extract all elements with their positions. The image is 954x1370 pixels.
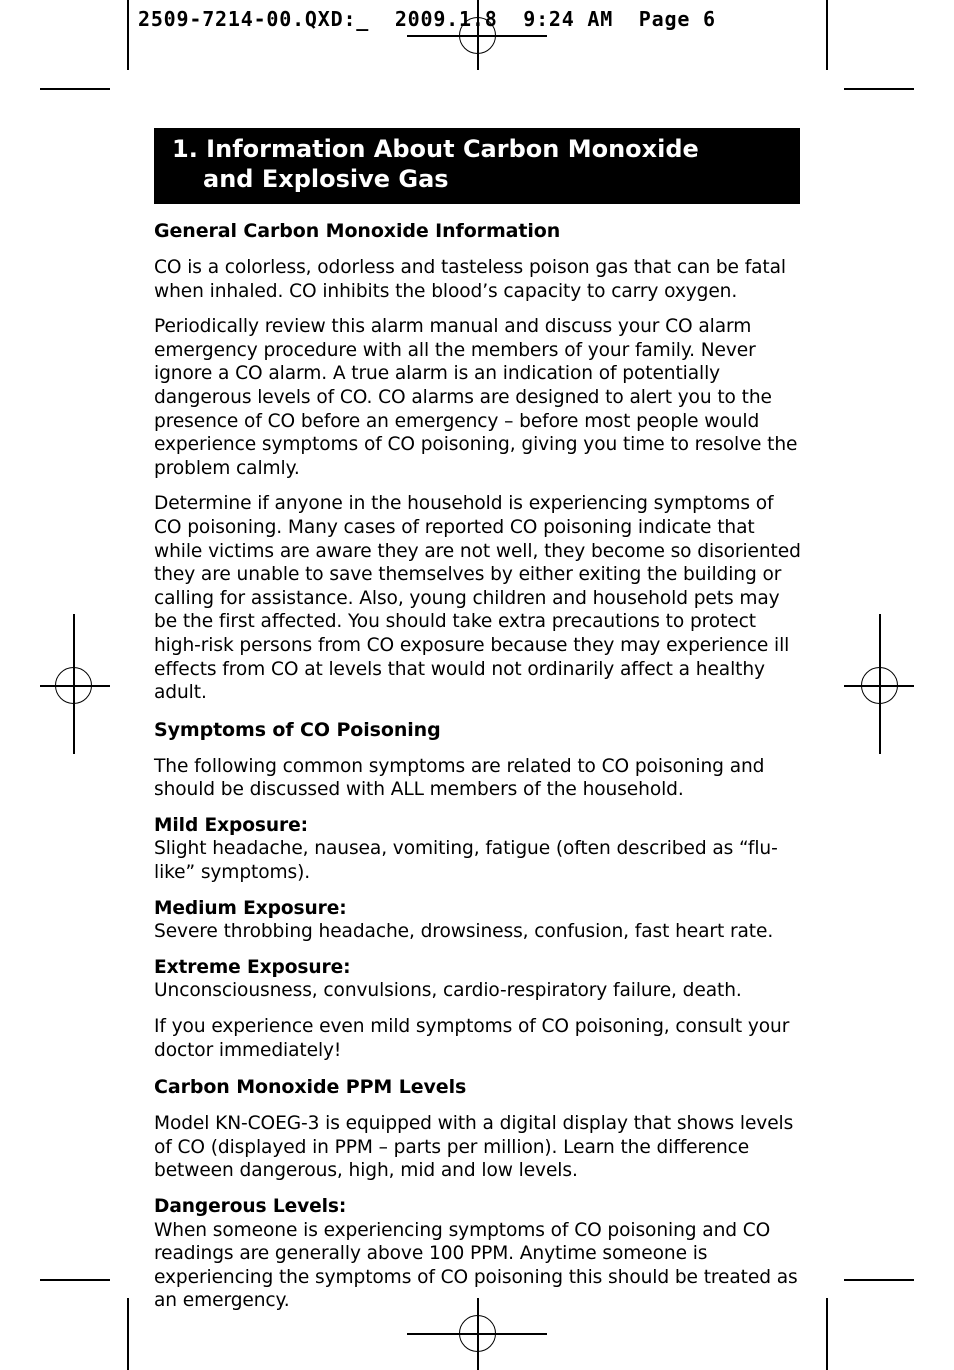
crop-mark-bottom-left-v: [127, 1298, 129, 1370]
symptoms-advice: If you experience even mild symptoms of CO poisoning, consult your doctor immediately!: [154, 1016, 790, 1061]
extreme-exposure-label: Extreme Exposure:: [154, 956, 351, 978]
symptoms-intro: The following common symptoms are related to CO poisoning and should be discussed with ALL members of the household.: [154, 755, 765, 801]
general-heading: General Carbon Monoxide Information: [154, 220, 561, 242]
ppm-heading: Carbon Monoxide PPM Levels: [154, 1076, 467, 1099]
print-slug-header: 2509-7214-00.QXD:_ 2009.1.8 9:24 AM Page 6: [138, 7, 716, 31]
medium-exposure-block: [154, 897, 802, 944]
mild-exposure-block: [154, 814, 802, 885]
registration-right-circle: [861, 667, 898, 704]
extreme-exposure-block: [154, 956, 802, 1003]
dangerous-levels-label: Dangerous Levels:: [154, 1196, 347, 1217]
page-content: [154, 218, 802, 1325]
crop-mark-bottom-right-h: [844, 1279, 914, 1281]
dangerous-levels-text: When someone is experiencing symptoms of CO poisoning and CO readings are generally above 100 PPM. Anytime someone is experiencing the symptoms of CO poisoning this should be treated as an emergency.: [154, 1219, 798, 1312]
crop-mark-top-left-h: [40, 88, 110, 90]
crop-mark-bottom-right-v: [826, 1298, 828, 1370]
section-title-bar: [154, 128, 800, 204]
mild-exposure-text: Slight headache, nausea, vomiting, fatigue (often described as “flu-like” symptoms).: [154, 838, 778, 884]
mild-exposure-label: Mild Exposure:: [154, 814, 308, 836]
general-paragraph-3: Determine if anyone in the household is experiencing symptoms of CO poisoning. Many cases of reported CO poisoning indicate that while victims are aware they are not well, they become so disoriented they are unable to save themselves by either exiting the building or calling for assistance. Also, young children and household pets may be the first affected. You should take extra precautions to protect high-risk persons from CO exposure because they may experience ill effects from CO at levels that would not ordinarily affect a healthy adult.: [154, 493, 801, 704]
general-paragraph-1: CO is a colorless, odorless and tasteless poison gas that can be fatal when inhaled. CO inhibits the blood’s capacity to carry oxygen.: [154, 257, 786, 302]
section-title-line-2: and Explosive Gas: [203, 165, 449, 193]
registration-left-circle: [55, 667, 92, 704]
medium-exposure-label: Medium Exposure:: [154, 897, 347, 919]
symptoms-heading: Symptoms of CO Poisoning: [154, 718, 441, 741]
extreme-exposure-text: Unconsciousness, convulsions, cardio-respiratory failure, death.: [154, 980, 742, 1002]
crop-mark-bottom-left-h: [40, 1279, 110, 1281]
crop-mark-top-right-h: [844, 88, 914, 90]
crop-mark-top-left-v: [127, 0, 129, 70]
general-paragraph-2: Periodically review this alarm manual and discuss your CO alarm emergency procedure with all the members of your family. Never ignore a CO alarm. A true alarm is an indication of potentially dangerous levels of CO. CO alarms are designed to alert you to the presence of CO before an emergency – before most people would experience symptoms of CO poisoning, giving you time to resolve the problem calmly.: [154, 316, 798, 479]
crop-mark-top-right-v: [826, 0, 828, 70]
section-title-line-1: 1. Information About Carbon Monoxide: [172, 135, 699, 163]
medium-exposure-text: Severe throbbing headache, drowsiness, confusion, fast heart rate.: [154, 921, 774, 943]
dangerous-levels-block: [154, 1195, 802, 1313]
ppm-intro: Model KN-COEG-3 is equipped with a digital display that shows levels of CO (displayed in PPM – parts per million). Learn the difference between dangerous, high, mid and low levels.: [154, 1113, 794, 1182]
